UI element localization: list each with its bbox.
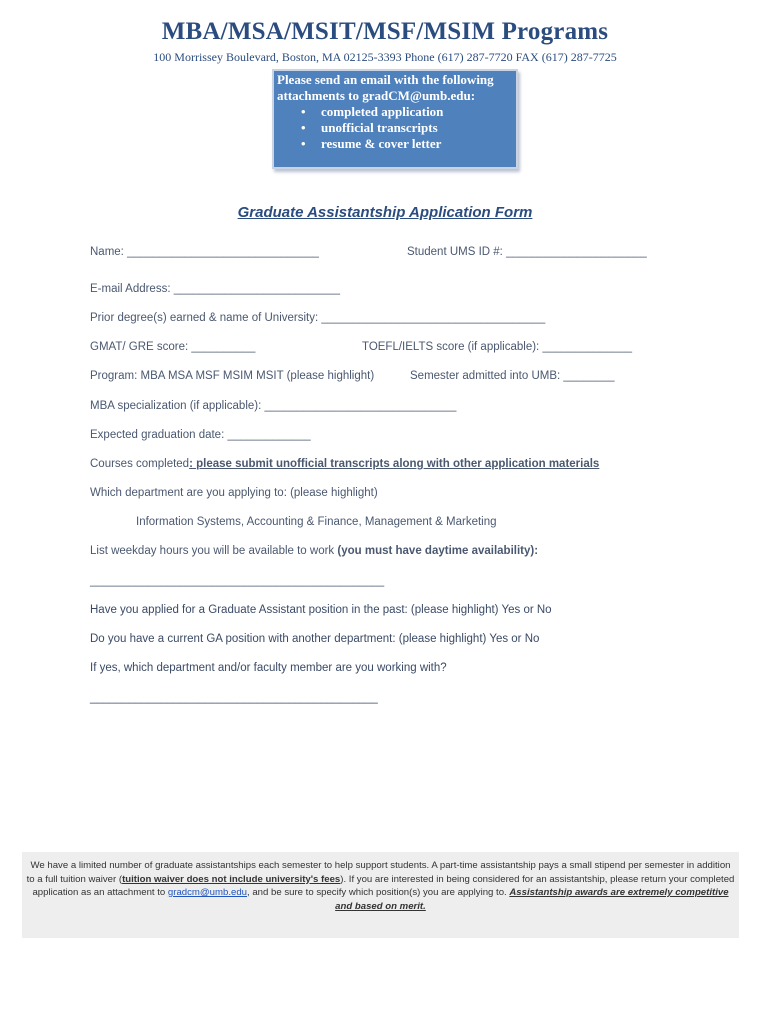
attachment-item: • unofficial transcripts xyxy=(301,120,438,135)
callout-intro: Please send an email with the following attachments to gradCM@umb.edu: xyxy=(277,72,494,103)
prior-degree-field[interactable]: Prior degree(s) earned & name of University: ___________________________________ xyxy=(90,312,546,324)
department-question: Which department are you applying to: (please highlight) xyxy=(90,487,378,499)
student-id-field[interactable]: Student UMS ID #: ______________________ xyxy=(407,246,647,258)
current-ga-question[interactable]: Do you have a current GA position with another department: (please highlight) Yes or No xyxy=(90,633,540,645)
name-field[interactable]: Name: ______________________________ xyxy=(90,246,319,258)
info-text: , and be sure to specify which position(s) you are applying to. xyxy=(247,887,510,898)
merit-emphasis: Assistantship awards are extremely competitive and based on merit. xyxy=(335,887,729,912)
gmat-gre-field[interactable]: GMAT/ GRE score: __________ xyxy=(90,341,256,353)
email-field[interactable]: E-mail Address: __________________________ xyxy=(90,283,341,295)
email-link[interactable]: gradcm@umb.edu xyxy=(167,887,247,898)
program-selection[interactable]: Program: MBA MSA MSF MSIM MSIT (please highlight) xyxy=(90,370,375,382)
attachment-item: • completed application xyxy=(301,104,444,119)
courses-note: : please submit unofficial transcripts along with other application materials xyxy=(189,458,600,470)
toefl-ielts-field[interactable]: TOEFL/IELTS score (if applicable): ______________ xyxy=(362,341,632,353)
email-instructions-callout xyxy=(272,69,518,169)
which-department-field[interactable]: _____________________________________________ xyxy=(90,692,378,704)
mba-specialization-field[interactable]: MBA specialization (if applicable): ______________________________ xyxy=(90,400,457,412)
attachment-list xyxy=(277,104,513,152)
availability-field[interactable]: ______________________________________________ xyxy=(90,575,385,587)
bullet-icon: • xyxy=(301,104,306,119)
which-department-question: If yes, which department and/or faculty member are you working with? xyxy=(90,662,447,674)
form-title: Graduate Assistantship Application Form xyxy=(237,204,533,221)
semester-admitted-field[interactable]: Semester admitted into UMB: ________ xyxy=(410,370,615,382)
page-title: MBA/MSA/MSIT/MSF/MSIM Programs xyxy=(161,18,609,45)
courses-completed-row xyxy=(90,458,599,470)
bullet-icon: • xyxy=(301,136,306,151)
graduation-date-field[interactable]: Expected graduation date: _____________ xyxy=(90,429,311,441)
applied-before-question[interactable]: Have you applied for a Graduate Assistant position in the past: (please highlight) Yes or No xyxy=(90,604,552,616)
availability-label: List weekday hours you will be available to work xyxy=(90,545,338,557)
availability-note: (you must have daytime availability): xyxy=(337,545,539,557)
contact-address: 100 Morrissey Boulevard, Boston, MA 02125-3393 Phone (617) 287-7720 FAX (617) 287-7725 xyxy=(153,50,617,64)
info-text: We have a limited number of graduate assistantships each semester to help support students. A part-time assistantship pays a small stipend per semester in addition to a full tuition waiver ( xyxy=(26,860,731,885)
tuition-waiver-note: tuition waiver does not include university's fees xyxy=(122,873,341,885)
info-text: ). If you are interested in being considered for an assistantship, please return your completed application as an attachment to xyxy=(32,873,735,898)
bullet-icon: • xyxy=(301,120,306,135)
attachment-item: • resume & cover letter xyxy=(301,136,442,151)
assistantship-info-box xyxy=(22,852,739,938)
courses-label: Courses completed xyxy=(90,458,190,470)
availability-question xyxy=(90,545,538,557)
department-options[interactable]: Information Systems, Accounting & Finance, Management & Marketing xyxy=(136,516,497,528)
